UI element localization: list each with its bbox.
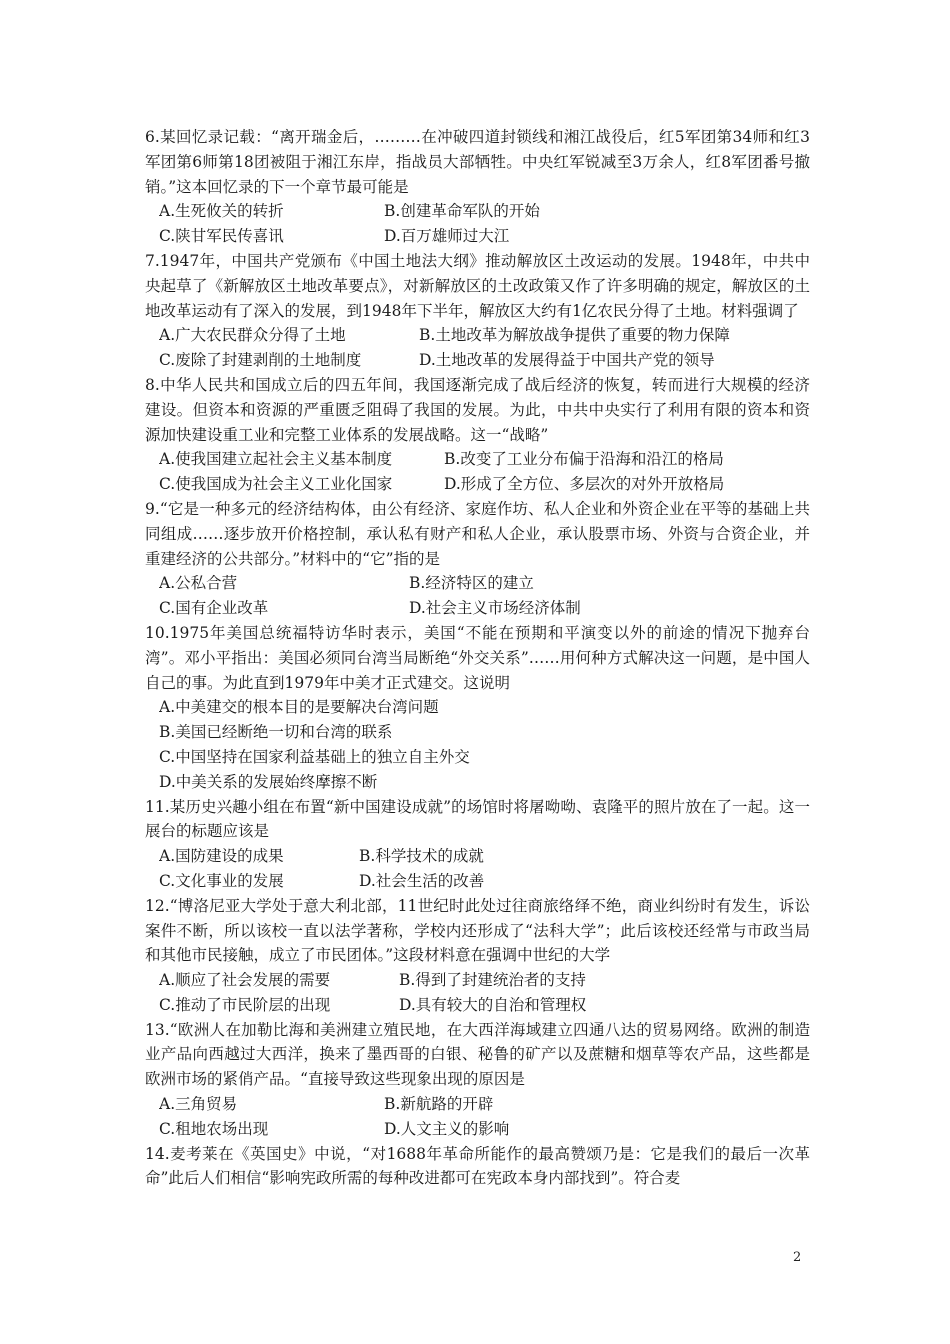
page-number: 2 [793,1250,802,1265]
question-13-option-c[interactable]: C.租地农场出现 [159,1119,269,1138]
question-7-option-b[interactable]: B.土地改革为解放战争提供了重要的物力保障 [419,326,730,345]
question-14-stem: 14.麦考莱在《英国史》中说，“对1688年革命所能作的最高赞颂乃是：它是我们的最后一次革命”此后人们相信“影响宪政所需的每种改进都可在宪政本身内部找到”。符合麦 [145,1144,810,1188]
question-7-option-c[interactable]: C.废除了封建剥削的土地制度 [159,351,362,370]
question-9-stem: 9.“它是一种多元的经济结构体，由公有经济、家庭作坊、私人企业和外资企业在平等的基础上共同组成……逐步放开价格控制，承认私有财产和私人企业，承认股票市场、外资与合资企业，并重建经济的公共部分。”材料中的“它”指的是 [145,499,810,568]
question-9-option-b[interactable]: B.经济特区的建立 [409,574,534,593]
question-8-option-a[interactable]: A.使我国建立起社会主义基本制度 [159,450,393,469]
question-13-option-a[interactable]: A.三角贸易 [159,1095,238,1114]
question-8 [145,373,810,497]
question-10-option-b[interactable]: B.美国已经断绝一切和台湾的联系 [159,723,393,742]
question-11-option-d[interactable]: D.社会生活的改善 [359,871,485,890]
question-13-option-d[interactable]: D.人文主义的影响 [384,1119,510,1138]
question-11-options [145,844,810,894]
question-10-option-d[interactable]: D.中美关系的发展始终摩擦不断 [159,772,378,791]
question-6-options [145,199,810,249]
question-11 [145,795,810,894]
question-6 [145,125,810,249]
question-7-stem: 7.1947年，中国共产党颁布《中国土地法大纲》推动解放区土改运动的发展。1948年，中共中央起草了《新解放区土地改革要点》，对新解放区的土改政策又作了许多明确的规定，解放区的土地改革运动有了深入的发展，到1948年下半年，解放区大约有1亿农民分得了土地。材料强调了 [145,251,810,320]
question-8-stem: 8.中华人民共和国成立后的四五年间，我国逐渐完成了战后经济的恢复，转而进行大规模的经济建设。但资本和资源的严重匮乏阻碍了我国的发展。为此，中共中央实行了利用有限的资本和资源加快建设重工业和完整工业体系的发展战略。这一“战略” [145,375,810,444]
question-13-stem: 13.“欧洲人在加勒比海和美洲建立殖民地，在大西洋海域建立四通八达的贸易网络。欧洲的制造业产品向西越过大西洋，换来了墨西哥的白银、秘鲁的矿产以及蔗糖和烟草等农产品，这些都是欧洲市场的紧俏产品。“直接导致这些现象出现的原因是 [145,1020,810,1089]
question-6-option-b[interactable]: B.创建革命军队的开始 [384,202,540,221]
question-8-option-c[interactable]: C.使我国成为社会主义工业化国家 [159,475,393,494]
question-11-option-a[interactable]: A.国防建设的成果 [159,847,284,866]
question-11-option-c[interactable]: C.文化事业的发展 [159,871,284,890]
question-10-stem: 10.1975年美国总统福特访华时表示，美国“不能在预期和平演变以外的前途的情况下抛弃台湾”。邓小平指出：美国必须同台湾当局断绝“外交关系”……用何种方式解决这一问题，是中国人自己的事。为此直到1979年中美才正式建交。这说明 [145,623,810,692]
question-9-option-d[interactable]: D.社会主义市场经济体制 [409,599,581,618]
question-13 [145,1018,810,1142]
question-12-option-a[interactable]: A.顺应了社会发展的需要 [159,971,331,990]
question-9-option-c[interactable]: C.国有企业改革 [159,599,269,618]
question-6-option-a[interactable]: A.生死攸关的转折 [159,202,284,221]
question-10-option-a[interactable]: A.中美建交的根本目的是要解决台湾问题 [159,698,439,717]
question-13-options [145,1092,810,1142]
question-7-options [145,323,810,373]
question-8-option-d[interactable]: D.形成了全方位、多层次的对外开放格局 [444,475,725,494]
question-9-option-a[interactable]: A.公私合营 [159,574,238,593]
question-12-options [145,968,810,1018]
question-6-option-c[interactable]: C.陕甘军民传喜讯 [159,227,284,246]
question-6-stem: 6.某回忆录记载：“离开瑞金后，………在冲破四道封锁线和湘江战役后，红5军团第34师和红3军团第6师第18团被阻于湘江东岸，指战员大部牺牲。中央红军锐减至3万余人，红8军团番号撤销。”这本回忆录的下一个章节最可能是 [145,128,810,196]
question-12-stem: 12.“博洛尼亚大学处于意大利北部，11世纪时此处过往商旅络绎不绝，商业纠纷时有发生，诉讼案件不断，所以该校一直以法学著称，学校内还形成了“法科大学”；此后该校还经常与市政当局和其他市民接触，成立了市民团体。”这段材料意在强调中世纪的大学 [145,896,810,965]
question-9-options [145,571,810,621]
question-6-option-d[interactable]: D.百万雄师过大江 [384,227,510,246]
question-12-option-b[interactable]: B.得到了封建统治者的支持 [399,971,586,990]
question-10-option-c[interactable]: C.中国坚持在国家利益基础上的独立自主外交 [159,747,470,766]
question-11-option-b[interactable]: B.科学技术的成就 [359,847,484,866]
question-14 [145,1142,810,1192]
question-list [145,125,810,1191]
question-13-option-b[interactable]: B.新航路的开辟 [384,1095,494,1114]
question-7-option-a[interactable]: A.广大农民群众分得了土地 [159,326,346,345]
question-8-option-b[interactable]: B.改变了工业分布偏于沿海和沿江的格局 [444,450,724,469]
question-12-option-d[interactable]: D.具有较大的自治和管理权 [399,995,587,1014]
question-9 [145,497,810,621]
question-7-option-d[interactable]: D.土地改革的发展得益于中国共产党的领导 [419,351,715,370]
question-10-options [145,695,810,794]
question-11-stem: 11.某历史兴趣小组在布置“新中国建设成就”的场馆时将屠呦呦、袁隆平的照片放在了一起。这一展台的标题应该是 [145,797,810,841]
question-10 [145,621,810,795]
question-12 [145,894,810,1018]
question-8-options [145,447,810,497]
question-7 [145,249,810,373]
question-12-option-c[interactable]: C.推动了市民阶层的出现 [159,995,331,1014]
